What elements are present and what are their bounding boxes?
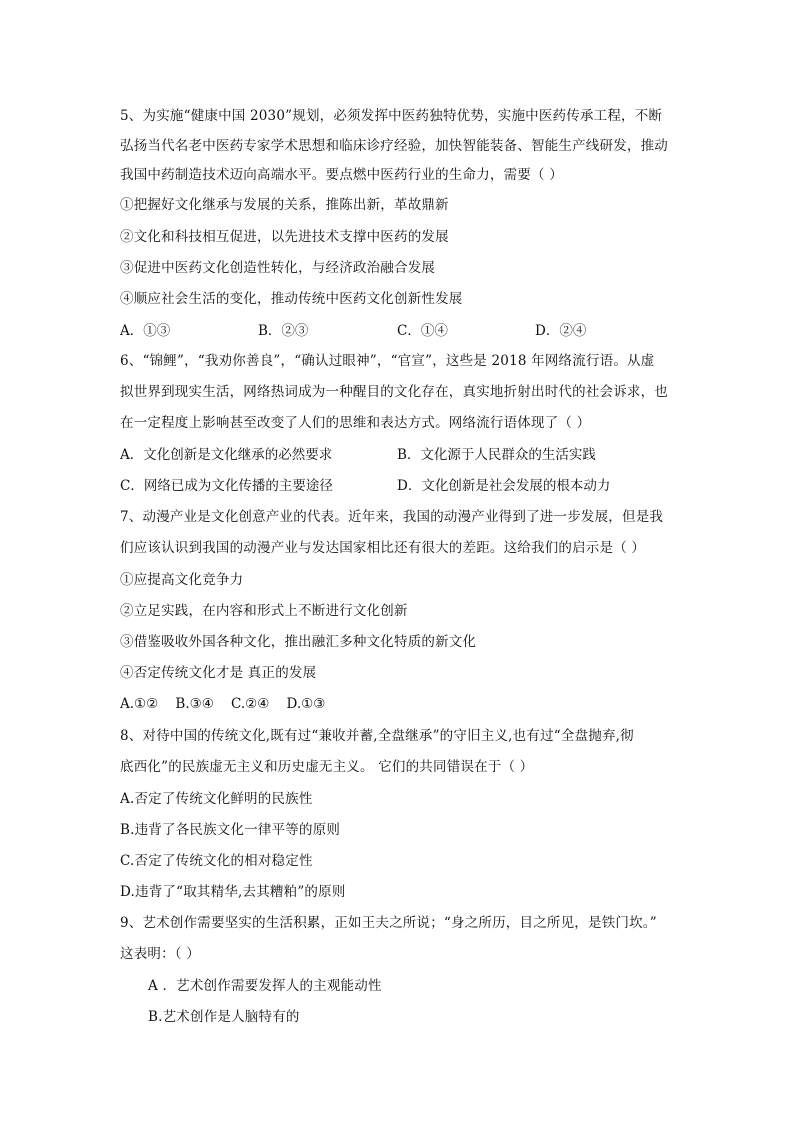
- q7-statement-2: ②立足实践，在内容和形式上不断进行文化创新: [120, 603, 408, 619]
- q8-stem-line-1: 8、对待中国的传统文化,既有过“兼收并蓄,全盘继承”的守旧主义,也有过“全盘抛弃,彻: [120, 728, 634, 744]
- q5-statement-2: ②文化和科技相互促进，以先进技术支撑中医药的发展: [120, 229, 449, 245]
- q6-option-c: C．网络已成为文化传播的主要途径: [120, 478, 333, 494]
- q5-statement-1: ①把握好文化继承与发展的关系，推陈出新，革故鼎新: [120, 197, 449, 213]
- q7-stem-line-2: 们应该认识到我国的动漫产业与发达国家相比还有很大的差距。这给我们的启示是（ ）: [120, 540, 646, 556]
- q8-option-d: D.违背了“取其精华,去其糟粕”的原则: [120, 884, 346, 900]
- q5-option-c: C．①④: [397, 323, 448, 339]
- q5-statement-4: ④顺应社会生活的变化，推动传统中医药文化创新性发展: [120, 291, 463, 307]
- q9-stem-line-2: 这表明：（ ）: [120, 946, 200, 962]
- q5-option-b: B．②③: [258, 323, 309, 339]
- q6-option-a: A．文化创新是文化继承的必然要求: [120, 447, 333, 463]
- q6-stem-line-2: 拟世界到现实生活，网络热词成为一种醒目的文化存在，真实地折射出时代的社会诉求，也: [120, 384, 668, 400]
- q6-stem-line-1: 6、“锦鲤”，“我劝你善良”，“确认过眼神”，“官宣”，这些是 2018 年网络流行语。从虚: [120, 353, 655, 369]
- q5-option-a: A．①③: [120, 323, 171, 339]
- q7-statement-3: ③借鉴吸收外国各种文化，推出融汇多种文化特质的新文化: [120, 634, 477, 650]
- q5-stem-line-3: 我国中药制造技术迈向高端水平。要点燃中医药行业的生命力，需要（ ）: [120, 167, 563, 183]
- q8-option-b: B.违背了各民族文化一律平等的原则: [120, 822, 341, 838]
- q5-stem-line-2: 弘扬当代名老中医药专家学术思想和临床诊疗经验，加快智能装备、智能生产线研发，推动: [120, 138, 668, 154]
- q6-stem-line-3: 在一定程度上影响甚至改变了人们的思维和表达方式。网络流行语体现了（ ）: [120, 415, 591, 431]
- q9-option-a: A ．艺术创作需要发挥人的主观能动性: [148, 978, 382, 994]
- q6-option-b: B．文化源于人民群众的生活实践: [397, 447, 596, 463]
- q5-statement-3: ③促进中医药文化创造性转化，与经济政治融合发展: [120, 260, 436, 276]
- q8-stem-line-2: 底西化”的民族虚无主义和历史虚无主义。 它们的共同错误在于（ ）: [120, 759, 534, 775]
- q5-option-d: D．②④: [535, 323, 587, 339]
- q7-stem-line-1: 7、动漫产业是文化创意产业的代表。近年来，我国的动漫产业得到了进一步发展，但是我: [120, 509, 664, 525]
- q8-option-a: A.否定了传统文化鲜明的民族性: [120, 791, 313, 807]
- q8-option-c: C.否定了传统文化的相对稳定性: [120, 853, 313, 869]
- q6-option-d: D．文化创新是社会发展的根本动力: [397, 478, 611, 494]
- q9-option-b: B.艺术创作是人脑特有的: [148, 1009, 300, 1025]
- q7-statement-1: ①应提高文化竞争力: [120, 572, 244, 588]
- q5-stem-line-1: 5、为实施“健康中国 2030”规划，必须发挥中医药独特优势，实施中医药传承工程，不断: [120, 108, 663, 124]
- q7-statement-4: ④否定传统文化才是 真正的发展: [120, 665, 317, 681]
- q9-stem-line-1: 9、艺术创作需要坚实的生活积累，正如王夫之所说；“身之所历，目之所见，是铁门坎。”: [120, 915, 657, 931]
- q7-options: A.①② B.③④ C.②④ D.①③: [120, 696, 326, 712]
